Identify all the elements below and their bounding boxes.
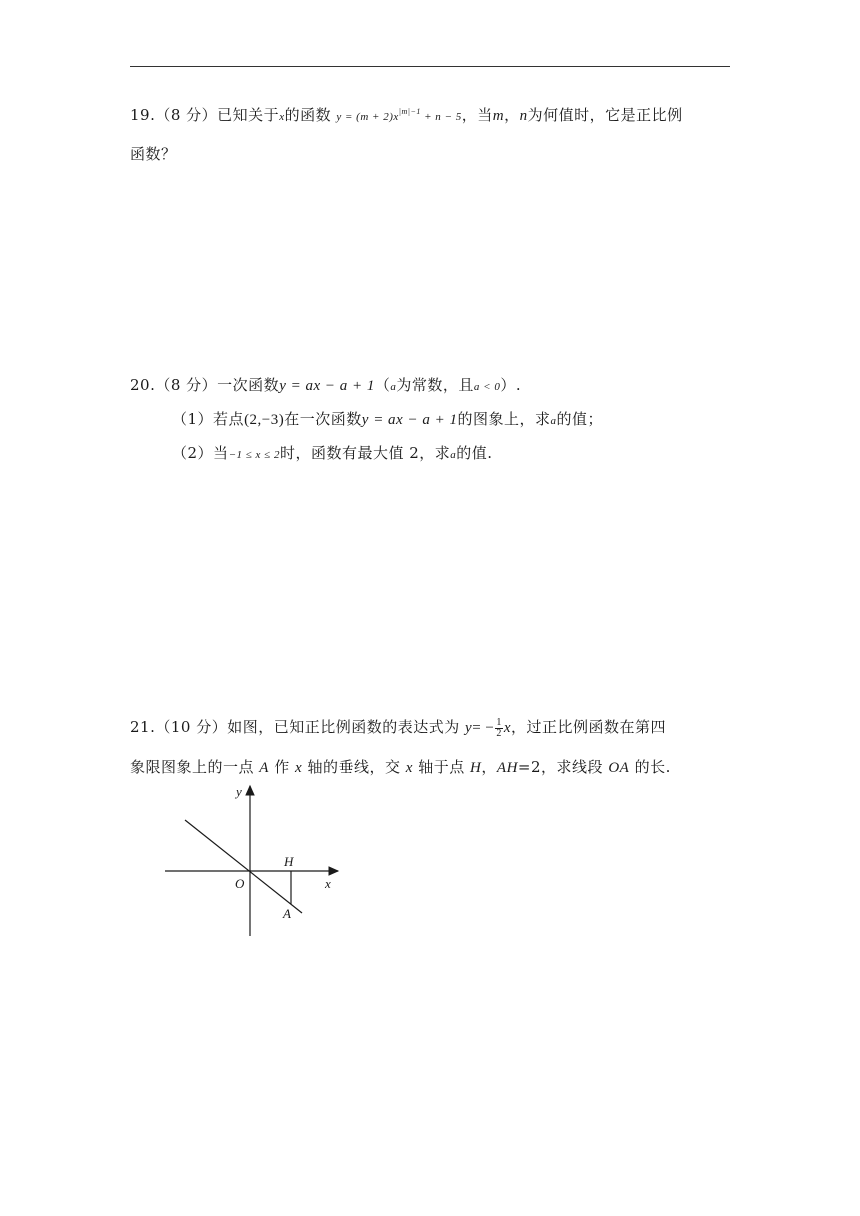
q20-part-1: （1）若点(2,−3)在一次函数y = ax − a + 1的图象上，求a的值；: [172, 410, 603, 428]
header-rule: [130, 66, 730, 67]
q20-part-2: （2）当−1 ≤ x ≤ 2时，函数有最大值 2，求a的值.: [172, 444, 493, 462]
q21-number: 21.: [130, 718, 156, 736]
q19-line-2: 函数？: [130, 145, 177, 163]
q21-line-2: 象限图象上的一点 A 作 x 轴的垂线，交 x 轴于点 H，AH=2，求线段 OA 的长.: [130, 758, 671, 776]
label-x: x: [325, 876, 331, 891]
q20-formula: y = ax − a + 1: [279, 378, 375, 394]
label-y: y: [236, 784, 242, 799]
q19-score: （8 分）: [155, 106, 218, 124]
q21-fraction: $\frac{1}{2}$: [496, 716, 502, 739]
q20-number: 20.: [130, 376, 156, 394]
q19-line-1: 19.（8 分）已知关于x的函数 $y = (m + 2)x^{|m|-1} + n - 5$，当m，n为何值时，它是正比例: [130, 106, 683, 124]
q19-formula: $y = (m + 2)x^{|m|-1} + n - 5$: [336, 107, 462, 123]
q21-figure: [150, 780, 350, 945]
q21-line-1: 21.（10 分）如图，已知正比例函数的表达式为 y= − $\frac{1}{2}$ x，过正比例函数在第四: [130, 716, 667, 739]
q19-number: 19.: [130, 106, 156, 124]
q20-line-1: 20.（8 分）一次函数y = ax − a + 1（a为常数，且a < 0）.: [130, 376, 522, 394]
q20-score: （8 分）: [155, 376, 218, 394]
label-a: A: [283, 906, 291, 921]
label-h: H: [284, 854, 294, 869]
q21-score: （10 分）: [155, 718, 228, 736]
label-o: O: [235, 876, 245, 891]
